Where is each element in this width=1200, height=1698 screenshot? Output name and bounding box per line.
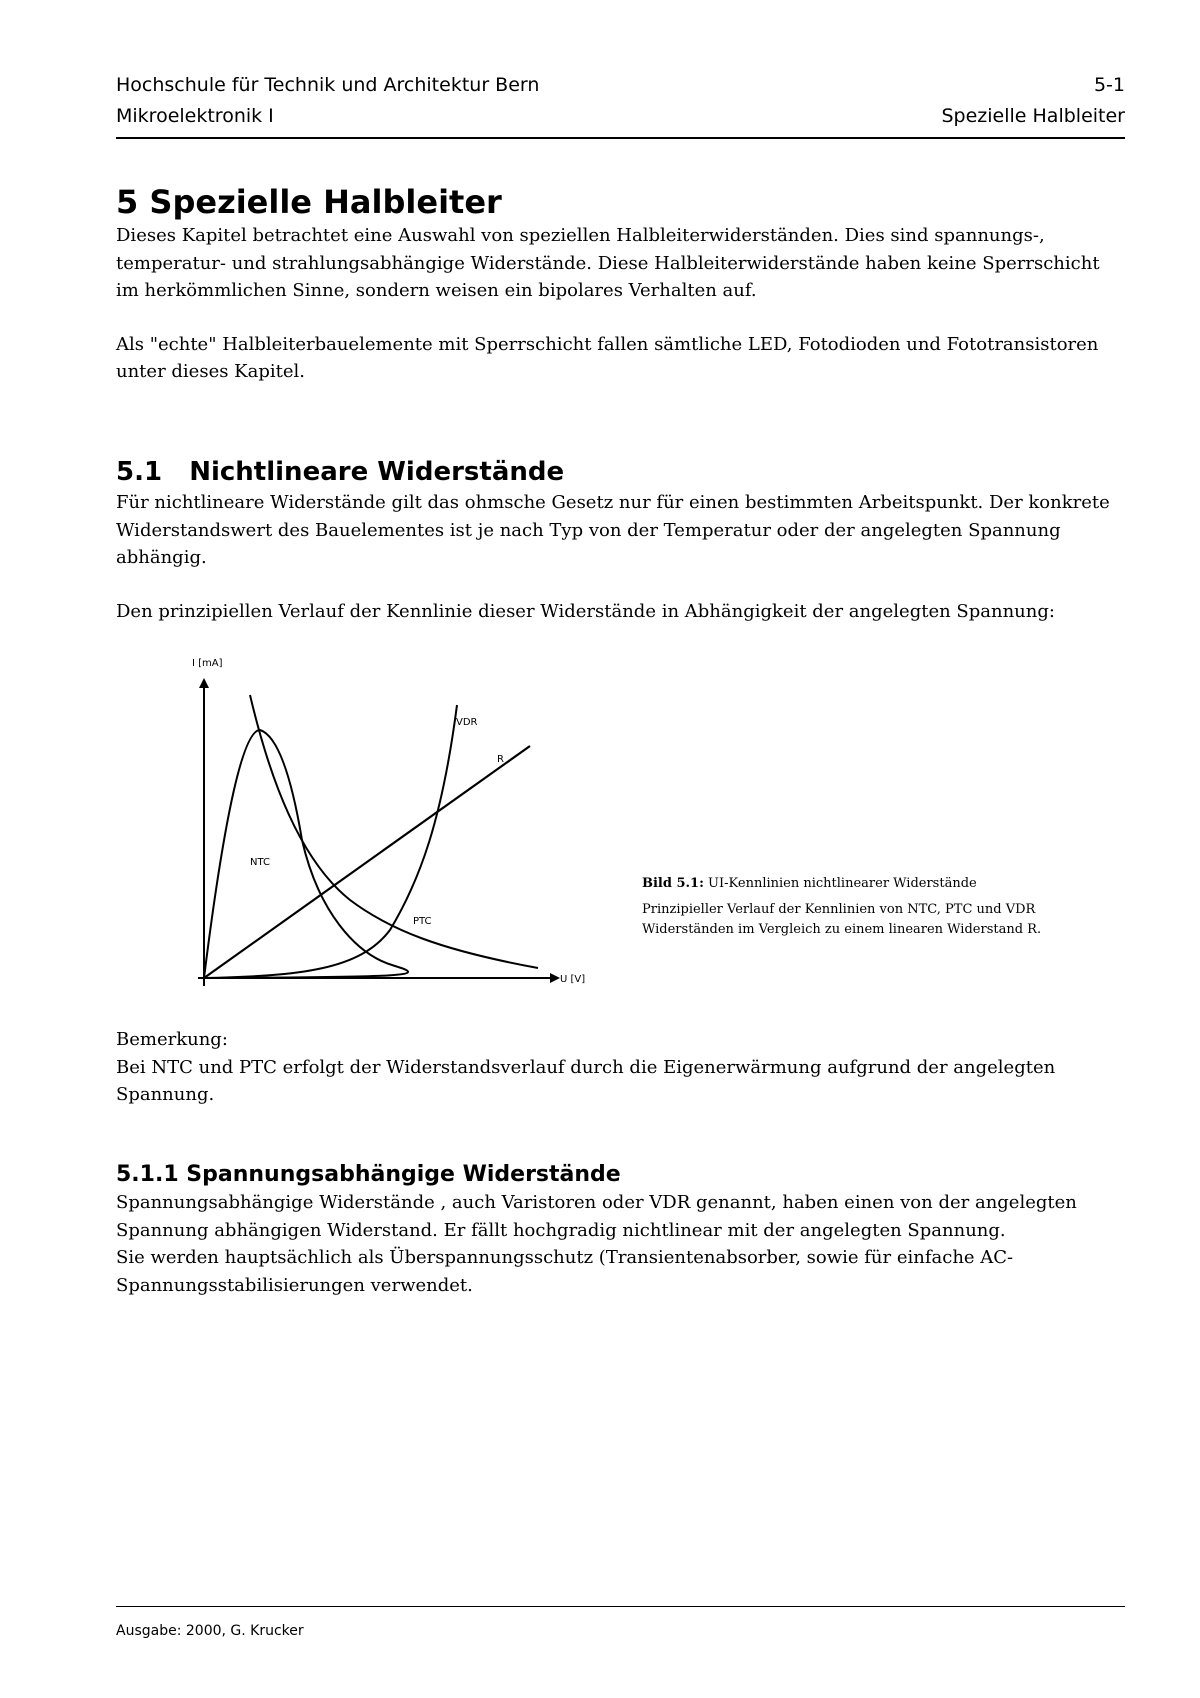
chapter-para-2: Als "echte" Halbleiterbauelemente mit Sperrschicht fallen sämtliche LED, Fotodioden und Fototransistoren unter dieses Kapitel. <box>116 333 1099 382</box>
label-ntc: NTC <box>250 857 270 868</box>
section-title-5-1-1: 5.1.1 Spannungsabhängige Widerstände <box>116 1162 621 1187</box>
figure-caption <box>642 874 1062 940</box>
footer-edition: Ausgabe: 2000, G. Krucker <box>116 1623 304 1639</box>
ui-characteristic-figure <box>180 650 600 995</box>
caption-text: Prinzipieller Verlauf der Kennlinien von NTC, PTC und VDR Widerständen im Vergleich zu einem linearen Widerstand R. <box>642 902 1042 937</box>
header-institution: Hochschule für Technik und Architektur Bern <box>116 74 540 96</box>
caption-title <box>642 874 1062 894</box>
header-course: Mikroelektronik I <box>116 105 274 127</box>
header-rule <box>116 137 1125 139</box>
section-5-1-1-body <box>116 1189 1126 1299</box>
section-5-1-1-para-1: Spannungsabhängige Widerstände , auch Varistoren oder VDR genannt, haben einen von der angelegten Spannung abhängigen Widerstand. Er fällt hochgradig nichtlinear mit der angelegten Spannung. <box>116 1192 1077 1241</box>
caption-title-text: UI-Kennlinien nichtlinearer Widerstände <box>703 876 977 891</box>
chapter-title: 5 Spezielle Halbleiter <box>116 183 502 221</box>
label-vdr: VDR <box>456 717 478 728</box>
section-5-1-para-2: Den prinzipiellen Verlauf der Kennlinie dieser Widerstände in Abhängigkeit der angelegten Spannung: <box>116 600 1055 622</box>
label-r: R <box>497 754 504 765</box>
chapter-para-1: Dieses Kapitel betrachtet eine Auswahl von speziellen Halbleiterwiderständen. Dies sind spannungs-, temperatur- und strahlungsabhängige Widerstände. Diese Halbleiterwiderstände haben keine Sperrschicht im herkömmlichen Sinne, sondern weisen ein bipolares Verhalten auf. <box>116 225 1100 301</box>
label-ptc: PTC <box>413 916 432 927</box>
section-5-1-body <box>116 489 1126 625</box>
chapter-intro <box>116 222 1126 386</box>
footer-rule <box>116 1606 1125 1607</box>
header-page-number: 5-1 <box>1093 74 1125 96</box>
y-axis-label: I [mA] <box>192 658 223 669</box>
section-5-1-1-para-2: Sie werden hauptsächlich als Überspannungsschutz (Transientenabsorber, sowie für einfache AC-Spannungsstabilisierungen verwendet. <box>116 1247 1014 1296</box>
caption-figure-number: Bild 5.1: <box>642 876 704 891</box>
header-chapter: Spezielle Halbleiter <box>941 105 1125 127</box>
curve-ptc <box>250 695 538 968</box>
remark-heading: Bemerkung: <box>116 1029 228 1050</box>
section-5-1-para-1: Für nichtlineare Widerstände gilt das ohmsche Gesetz nur für einen bestimmten Arbeitspunkt. Der konkrete Widerstandswert des Bauelementes ist je nach Typ von der Temperatur oder der angelegten Spannung abhängig. <box>116 492 1110 568</box>
remark-text: Bei NTC und PTC erfolgt der Widerstandsverlauf durch die Eigenerwärmung aufgrund der angelegten Spannung. <box>116 1056 1056 1105</box>
section-title-5-1: 5.1 Nichtlineare Widerstände <box>116 457 565 487</box>
remark <box>116 1026 1126 1109</box>
x-axis-label: U [V] <box>560 974 586 985</box>
